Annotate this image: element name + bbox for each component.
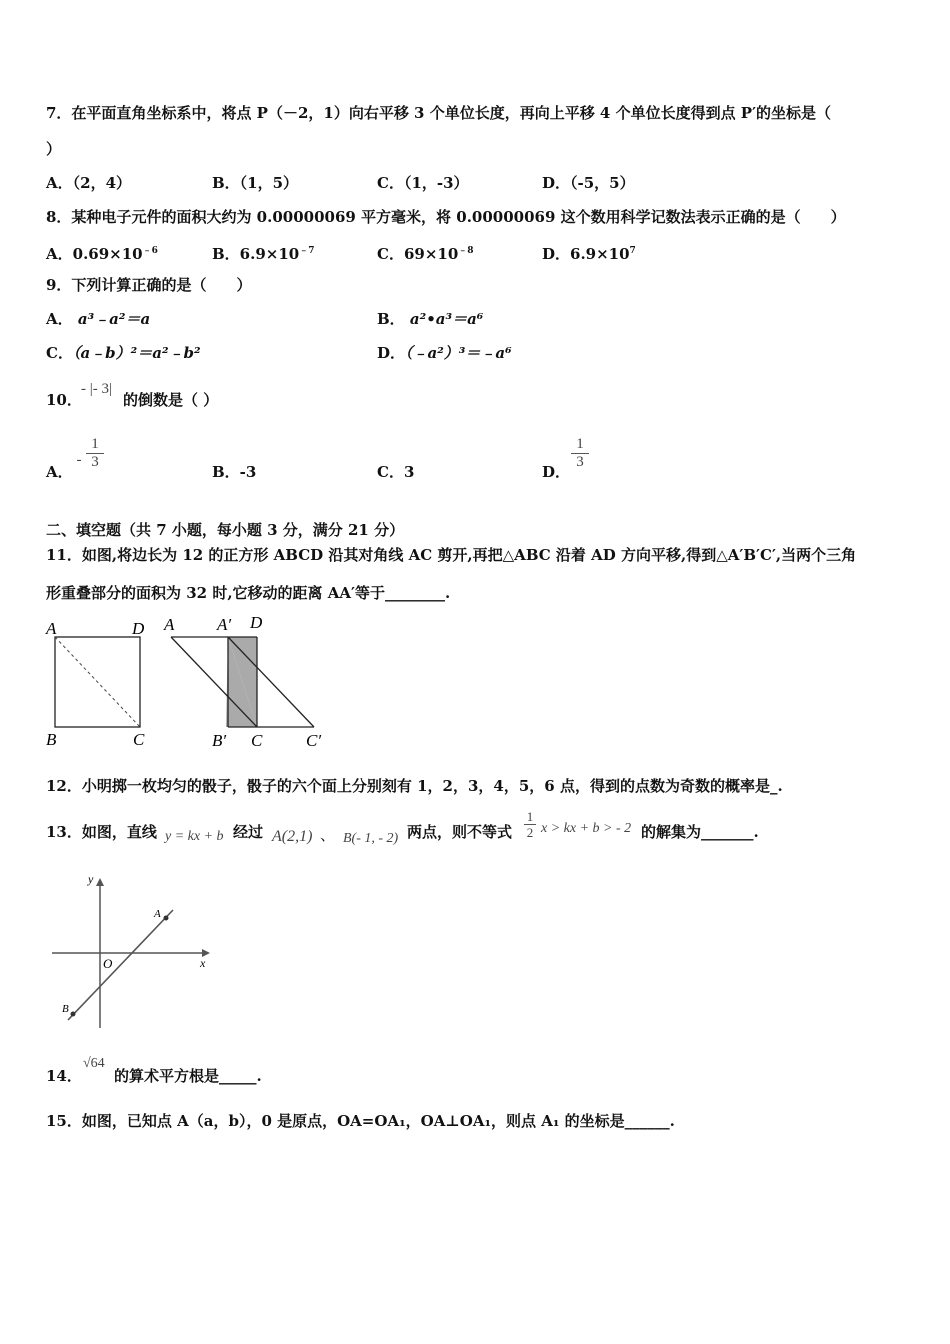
q14-stem: 的算术平方根是_____. (114, 1067, 262, 1085)
label-b: B (46, 730, 57, 749)
q7-stem: 7．在平面直角坐标系中，将点 P（－2，1）向右平移 3 个单位长度，再向上平移 4 个单位长度得到点 P′的坐标是（ (46, 104, 832, 122)
q10-stem: 的倒数是（ ） (123, 391, 219, 409)
q13-inequality-label: 两点，则不等式 (407, 823, 513, 841)
q11-stem: 11．如图,将边长为 12 的正方形 ABCD 沿其对角线 AC 剪开,再把△ABC 沿着 AD 方向平移,得到△A′B′C′,当两个三角 (46, 546, 857, 564)
q7-option-c: C．（1，-3） (377, 174, 469, 192)
q14-number: 14． (46, 1067, 82, 1085)
q9-option-c: C．（a﹣b）²＝a²﹣b² (46, 344, 201, 362)
q10-option-c: C．3 (377, 463, 415, 481)
q13-line-equation: y = kx + b (165, 829, 224, 844)
q10-expression: - |- 3| (81, 381, 112, 397)
q12-stem: 12．小明掷一枚均匀的骰子，骰子的六个面上分别刻有 1，2，3，4，5，6 点，得到的点数为奇数的概率是_. (46, 777, 783, 795)
q9-option-a: A． a³﹣a²＝a (46, 310, 151, 328)
q11-figure (40, 612, 340, 752)
label-a: A (46, 619, 57, 638)
label-d2: D (250, 613, 263, 632)
q13-inequality: x > kx + b > - 2 (541, 821, 632, 836)
q8-stem: 8．某种电子元件的面积大约为 0.00000069 平方毫米，将 0.00000069 这个数用科学记数法表示正确的是（ ） (46, 208, 846, 226)
origin-label: O (103, 956, 113, 971)
fraction-numerator: 1 (576, 436, 584, 452)
point-a (164, 916, 169, 921)
q10-option-d-fraction (571, 436, 589, 471)
q13-answer-blank: 的解集为_______. (641, 823, 759, 841)
q7-option-a: A．（2，4） (46, 174, 132, 192)
q10-number: 10． (46, 391, 82, 409)
label-a2: A (164, 615, 175, 634)
q13-passes: 经过 (233, 823, 264, 841)
label-c2: C (251, 731, 263, 750)
q13-separator: 、 (320, 826, 336, 844)
q7-option-b: B．（1，5） (212, 174, 299, 192)
q10-option-d-label: D． (542, 463, 571, 481)
label-c: C (133, 730, 145, 749)
label-c-prime: C′ (306, 731, 322, 750)
label-a-prime: A′ (217, 615, 232, 634)
q10-option-a-fraction (86, 436, 104, 471)
q13-point-b: B(- 1, - 2) (343, 831, 399, 846)
q8-option-b: B．$6.9\times 10^{﹣7}$ (212, 245, 315, 263)
fraction-denominator: 3 (86, 453, 104, 471)
q7-option-d: D．（-5，5） (542, 174, 635, 192)
fraction-denominator: 3 (571, 453, 589, 471)
y-axis-arrow (96, 878, 104, 886)
y-axis-label: y (88, 872, 94, 886)
q10-option-a-label: A． (46, 463, 73, 481)
label-b-prime: B′ (212, 731, 227, 750)
section-two-heading: 二、填空题（共 7 小题，每小题 3 分，满分 21 分） (46, 521, 405, 539)
q13-number: 13．如图，直线 (46, 823, 157, 841)
q9-stem: 9．下列计算正确的是（ ） (46, 276, 252, 294)
q8-option-d: D．$6.9\times 10^7$ (542, 245, 636, 263)
q13-graph (48, 868, 218, 1034)
q8-option-a: A．$0.69\times 10^{﹣6}$ (46, 245, 158, 263)
line-ab (68, 910, 173, 1020)
q9-option-d: D．（﹣a²）³＝﹣a⁶ (377, 344, 512, 362)
q8-option-c: C．$69\times 10^{﹣8}$ (377, 245, 474, 263)
point-a-label: A (154, 908, 161, 920)
point-b-label: B (62, 1003, 69, 1015)
q10-option-b: B．-3 (212, 463, 257, 481)
q13-fraction (524, 809, 536, 840)
x-axis-label: x (200, 956, 206, 970)
q14-sqrt-expression: √64 (83, 1056, 105, 1071)
fraction-numerator: 1 (526, 809, 534, 824)
point-b (71, 1012, 76, 1017)
q15-stem: 15．如图，已知点 A（a，b），0 是原点，OA=OA₁，OA⊥OA₁，则点 A₁ 的坐标是______. (46, 1112, 675, 1130)
q9-option-b: B． a²•a³＝a⁶ (377, 310, 484, 328)
q13-point-a: A(2,1) (272, 828, 313, 845)
q7-stem-end: ） (46, 140, 62, 158)
q11-stem-end: 形重叠部分的面积为 32 时,它移动的距离 AA′等于________. (46, 584, 451, 602)
label-d: D (132, 619, 145, 638)
fraction-denominator: 2 (524, 824, 536, 840)
fraction-numerator: 1 (91, 436, 99, 452)
q10-option-a-sign: - (76, 452, 82, 468)
diagonal-ac (55, 637, 140, 727)
